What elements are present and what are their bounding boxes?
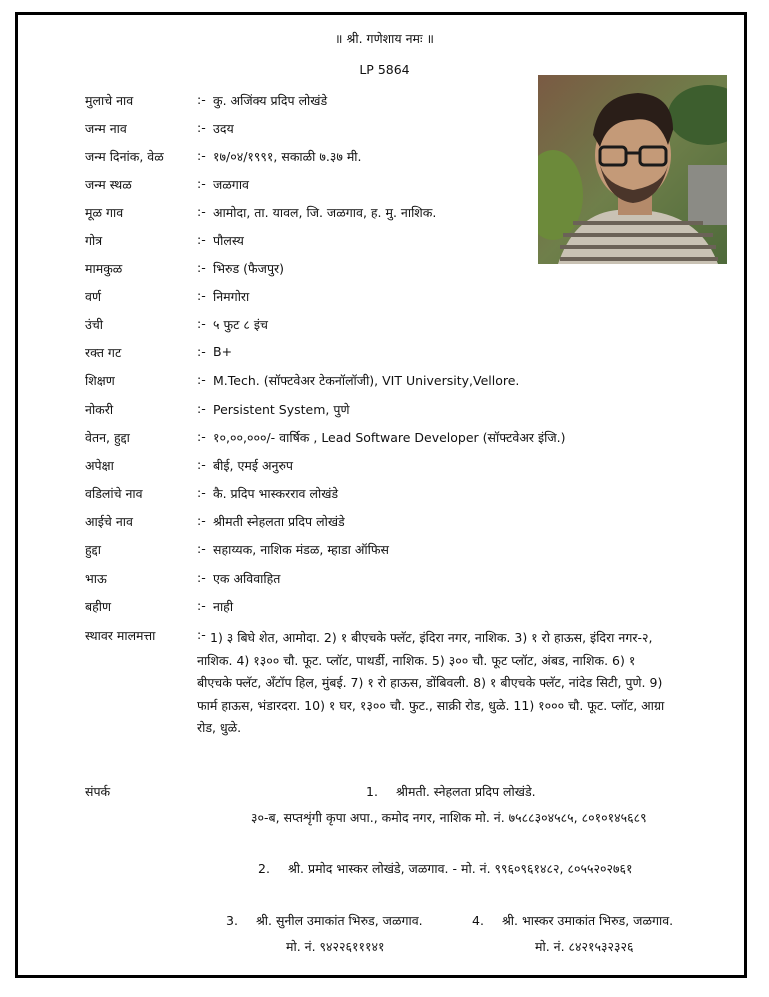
contact-4-phone: मो. नं. ८४२१५३२३२६ (535, 939, 634, 954)
field-separator: :- (197, 598, 206, 613)
profile-photo (538, 75, 727, 264)
field-row-education (85, 372, 555, 392)
contact-1-number: 1. (366, 784, 378, 799)
field-separator: :- (197, 541, 206, 556)
field-value: आमोदा, ता. यावल, जि. जळगाव, ह. मु. नाशिक. (213, 205, 437, 220)
contact-1-address: ३०-ब, सप्तशृंगी कृपा अपा., कमोद नगर, नाशिक मो. नं. ७५८८३०४५८५, ८०१०१४५६८९ (251, 810, 647, 825)
field-separator: :- (197, 372, 206, 387)
field-separator: :- (197, 570, 206, 585)
field-separator: :- (197, 288, 206, 303)
field-value: १७/०४/१९९१, सकाळी ७.३७ मी. (213, 149, 362, 164)
field-value: M.Tech. (सॉफ्टवेअर टेकनॉलॉजी), VIT University,Vellore. (213, 373, 520, 388)
contact-4-name: श्री. भास्कर उमाकांत भिरुड, जळगाव. (501, 913, 674, 928)
field-separator: :- (197, 457, 206, 472)
field-value: कै. प्रदिप भास्करराव लोखंडे (213, 486, 339, 501)
contact-1-name-line (366, 783, 536, 800)
field-value: B+ (213, 344, 233, 359)
contact-3-name-line (226, 912, 423, 929)
field-row-birth-place (85, 176, 555, 196)
contact-label: संपर्क (85, 784, 111, 799)
field-separator: :- (197, 148, 206, 163)
field-separator: :- (197, 316, 206, 331)
contact-3-name: श्री. सुनील उमाकांत भिरुड, जळगाव. (255, 913, 423, 928)
field-row-child-name (85, 92, 555, 112)
contact-4-name-line (472, 912, 673, 929)
field-label: हुद्दा (85, 542, 101, 557)
field-label: भाऊ (85, 571, 107, 586)
field-separator: :- (197, 513, 206, 528)
field-row-maternal-family (85, 260, 555, 280)
field-label: शिक्षण (85, 373, 115, 388)
field-separator: :- (197, 429, 206, 444)
field-separator: :- (197, 260, 206, 275)
field-separator: :- (197, 120, 206, 135)
field-row-birth-date (85, 148, 555, 168)
contact-2-line (258, 860, 632, 877)
field-label: वडिलांचे नाव (85, 486, 143, 501)
field-row-height (85, 316, 555, 336)
field-label: जन्म स्थळ (85, 177, 132, 192)
field-row-native-place (85, 204, 555, 224)
contact-3-number: 3. (226, 913, 238, 928)
field-label: गोत्र (85, 233, 103, 248)
field-label: अपेक्षा (85, 458, 114, 473)
field-value: Persistent System, पुणे (213, 402, 350, 417)
field-value: सहाय्यक, नाशिक मंडळ, म्हाडा ऑफिस (213, 542, 389, 557)
contact-3-phone: मो. नं. ९४२२६१११४१ (286, 939, 385, 954)
field-label: बहीण (85, 599, 112, 614)
property-value: 1) ३ बिघे शेत, आमोदा. 2) १ बीएचके फ्लॅट, इंदिरा नगर, नाशिक. 3) १ रो हाऊस, इंदिरा नगर-२, नाशिक. 4) १३०० चौ. फूट. प्लॉट, पाथर्डी, नाशिक. 5) ३०० चौ. फूट प्लॉट, अंबड, नाशिक. 6) १ बीएचके फ्लॅट, अँटॉप हिल, मुंबई. 7) १ रो हाऊस, डोंबिवली. 8) १ बीएचके फ्लॅट, नांदेड सिटी, पुणे. 9) फार्म हाऊस, भंडारदरा. 10) १ घर, १३०० चौ. फुट., साक्री रोड, धुळे. 11) १००० चौ. फूट. प्लॉट, आग्रा रोड, धुळे. (197, 630, 665, 735)
field-value: निमगोरा (213, 289, 250, 304)
field-label: मूळ गाव (85, 205, 124, 220)
reference-number: LP 5864 (359, 62, 410, 77)
field-label: आईचे नाव (85, 514, 133, 529)
field-row-gotra (85, 232, 555, 252)
field-label: जन्म दिनांक, वेळ (85, 149, 164, 164)
blessing-heading: ॥ श्री. गणेशाय नमः ॥ (335, 31, 434, 46)
field-label: वेतन, हुद्दा (85, 430, 130, 445)
field-value: भिरुड (फैजपुर) (213, 261, 285, 276)
field-label: जन्म नाव (85, 121, 127, 136)
field-value: १०,००,०००/- वार्षिक , Lead Software Developer (सॉफ्टवेअर इंजि.) (213, 430, 566, 445)
field-value: एक अविवाहित (213, 571, 281, 586)
field-label: उंची (85, 317, 104, 332)
field-row-father-name (85, 485, 555, 505)
field-row-job (85, 401, 555, 421)
field-separator: :- (197, 344, 206, 359)
field-separator: :- (197, 176, 206, 191)
field-label: वर्ण (85, 289, 101, 304)
field-value: नाही (213, 599, 234, 614)
field-label: नोकरी (85, 402, 114, 417)
field-label: मुलाचे नाव (85, 93, 134, 108)
field-row-expectation (85, 457, 555, 477)
field-separator: :- (197, 485, 206, 500)
field-label: मामकुळ (85, 261, 123, 276)
contact-2-text: श्री. प्रमोद भास्कर लोखंडे, जळगाव. - मो. नं. ९९६०९६१४८२, ८०५५२०२७६१ (287, 861, 633, 876)
field-row-complexion (85, 288, 555, 308)
field-value: उदय (213, 121, 234, 136)
field-separator: :- (197, 232, 206, 247)
field-row-mother-designation (85, 541, 555, 561)
field-value: बीई, एमई अनुरुप (213, 458, 294, 473)
field-row-sister (85, 598, 555, 618)
field-row-blood-group (85, 344, 555, 364)
contact-1-name: श्रीमती. स्नेहलता प्रदिप लोखंडे. (395, 784, 536, 799)
field-label: रक्त गट (85, 345, 122, 360)
field-row-birth-name (85, 120, 555, 140)
field-row-brother (85, 570, 555, 590)
field-value: पौलस्य (213, 233, 244, 248)
contact-2-number: 2. (258, 861, 270, 876)
field-row-salary (85, 429, 566, 449)
field-value: ५ फुट ८ इंच (213, 317, 268, 332)
field-value: जळगाव (213, 177, 250, 192)
field-row-mother-name (85, 513, 555, 533)
field-value: कु. अजिंक्य प्रदिप लोखंडे (213, 93, 328, 108)
field-separator: :- (197, 204, 206, 219)
field-separator: :- (197, 92, 206, 107)
property-separator: :- (197, 627, 206, 642)
field-separator: :- (197, 401, 206, 416)
field-value: श्रीमती स्नेहलता प्रदिप लोखंडे (213, 514, 345, 529)
property-label: स्थावर मालमत्ता (85, 628, 156, 643)
contact-4-number: 4. (472, 913, 484, 928)
